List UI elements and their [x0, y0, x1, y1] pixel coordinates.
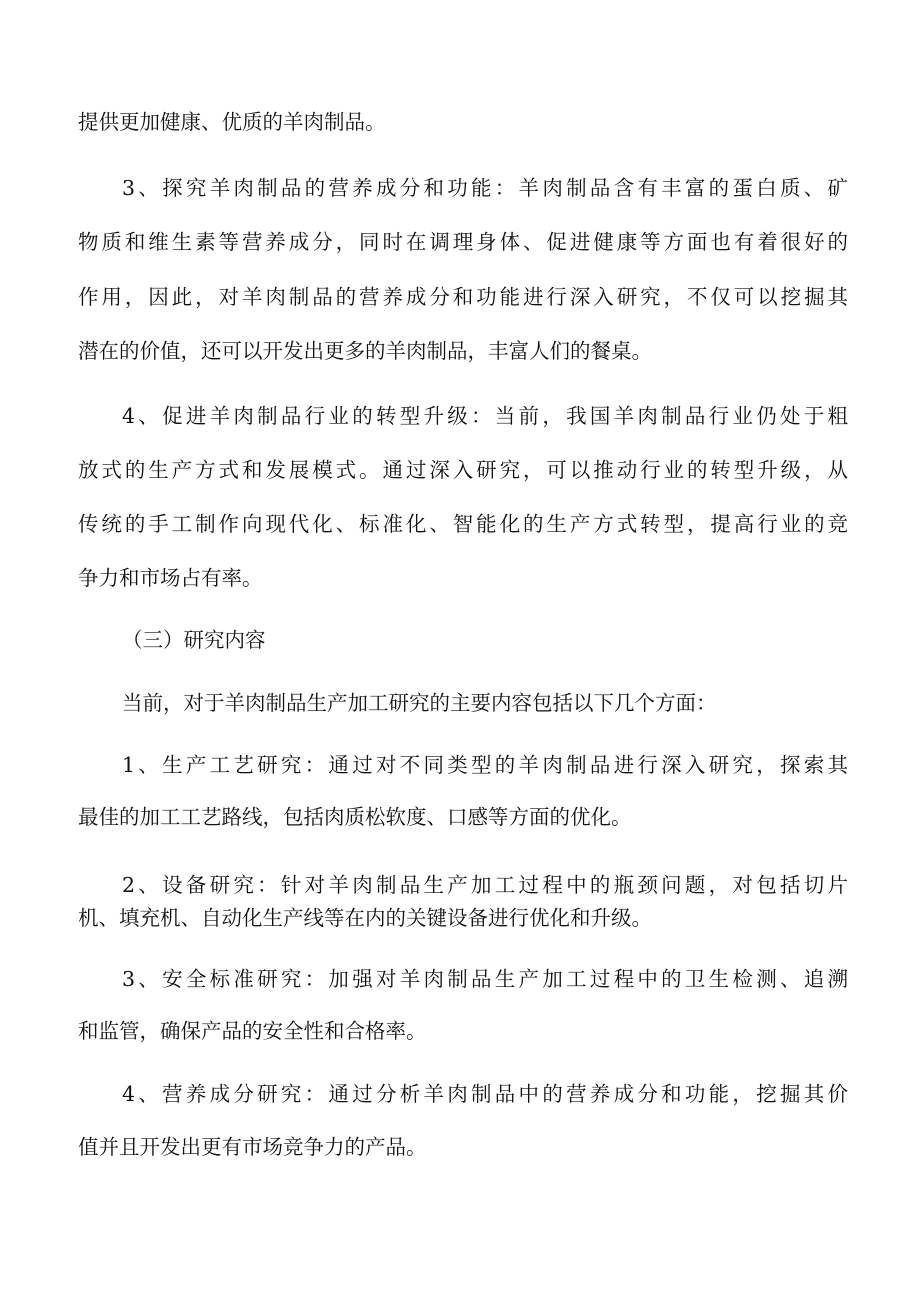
- paragraph-line: 2、设备研究：针对羊肉制品生产加工过程中的瓶颈问题，对包括切片: [122, 873, 848, 897]
- paragraph-line: 当前，对于羊肉制品生产加工研究的主要内容包括以下几个方面：: [122, 691, 717, 715]
- paragraph-line: 放式的生产方式和发展模式。通过深入研究，可以推动行业的转型升级，从: [78, 458, 848, 482]
- paragraph-line: 4、营养成分研究：通过分析羊肉制品中的营养成分和功能，挖掘其价: [122, 1082, 848, 1106]
- paragraph-line: 潜在的价值，还可以开发出更多的羊肉制品，丰富人们的餐桌。: [78, 339, 652, 363]
- paragraph-line: 争力和市场占有率。: [78, 566, 263, 590]
- paragraph-line: 4、促进羊肉制品行业的转型升级：当前，我国羊肉制品行业仍处于粗: [122, 404, 848, 428]
- paragraph-line: 传统的手工制作向现代化、标准化、智能化的生产方式转型，提高行业的竞: [78, 512, 848, 536]
- paragraph-line: 提供更加健康、优质的羊肉制品。: [78, 110, 386, 134]
- paragraph-line: 3、探究羊肉制品的营养成分和功能：羊肉制品含有丰富的蛋白质、矿: [122, 176, 848, 200]
- section-heading: （三）研究内容: [122, 628, 266, 652]
- paragraph-line: 作用，因此，对羊肉制品的营养成分和功能进行深入研究，不仅可以挖掘其: [78, 285, 848, 309]
- paragraph-line: 3、安全标准研究：加强对羊肉制品生产加工过程中的卫生检测、追溯: [122, 967, 848, 991]
- paragraph-line: 机、填充机、自动化生产线等在内的关键设备进行优化和升级。: [78, 906, 652, 930]
- paragraph-line: 最佳的加工工艺路线，包括肉质松软度、口感等方面的优化。: [78, 805, 632, 829]
- paragraph-line: 1、生产工艺研究：通过对不同类型的羊肉制品进行深入研究，探索其: [122, 753, 848, 777]
- paragraph-line: 和监管，确保产品的安全性和合格率。: [78, 1019, 427, 1043]
- paragraph-line: 物质和维生素等营养成分，同时在调理身体、促进健康等方面也有着很好的: [78, 230, 848, 254]
- paragraph-line: 值并且开发出更有市场竞争力的产品。: [78, 1135, 427, 1159]
